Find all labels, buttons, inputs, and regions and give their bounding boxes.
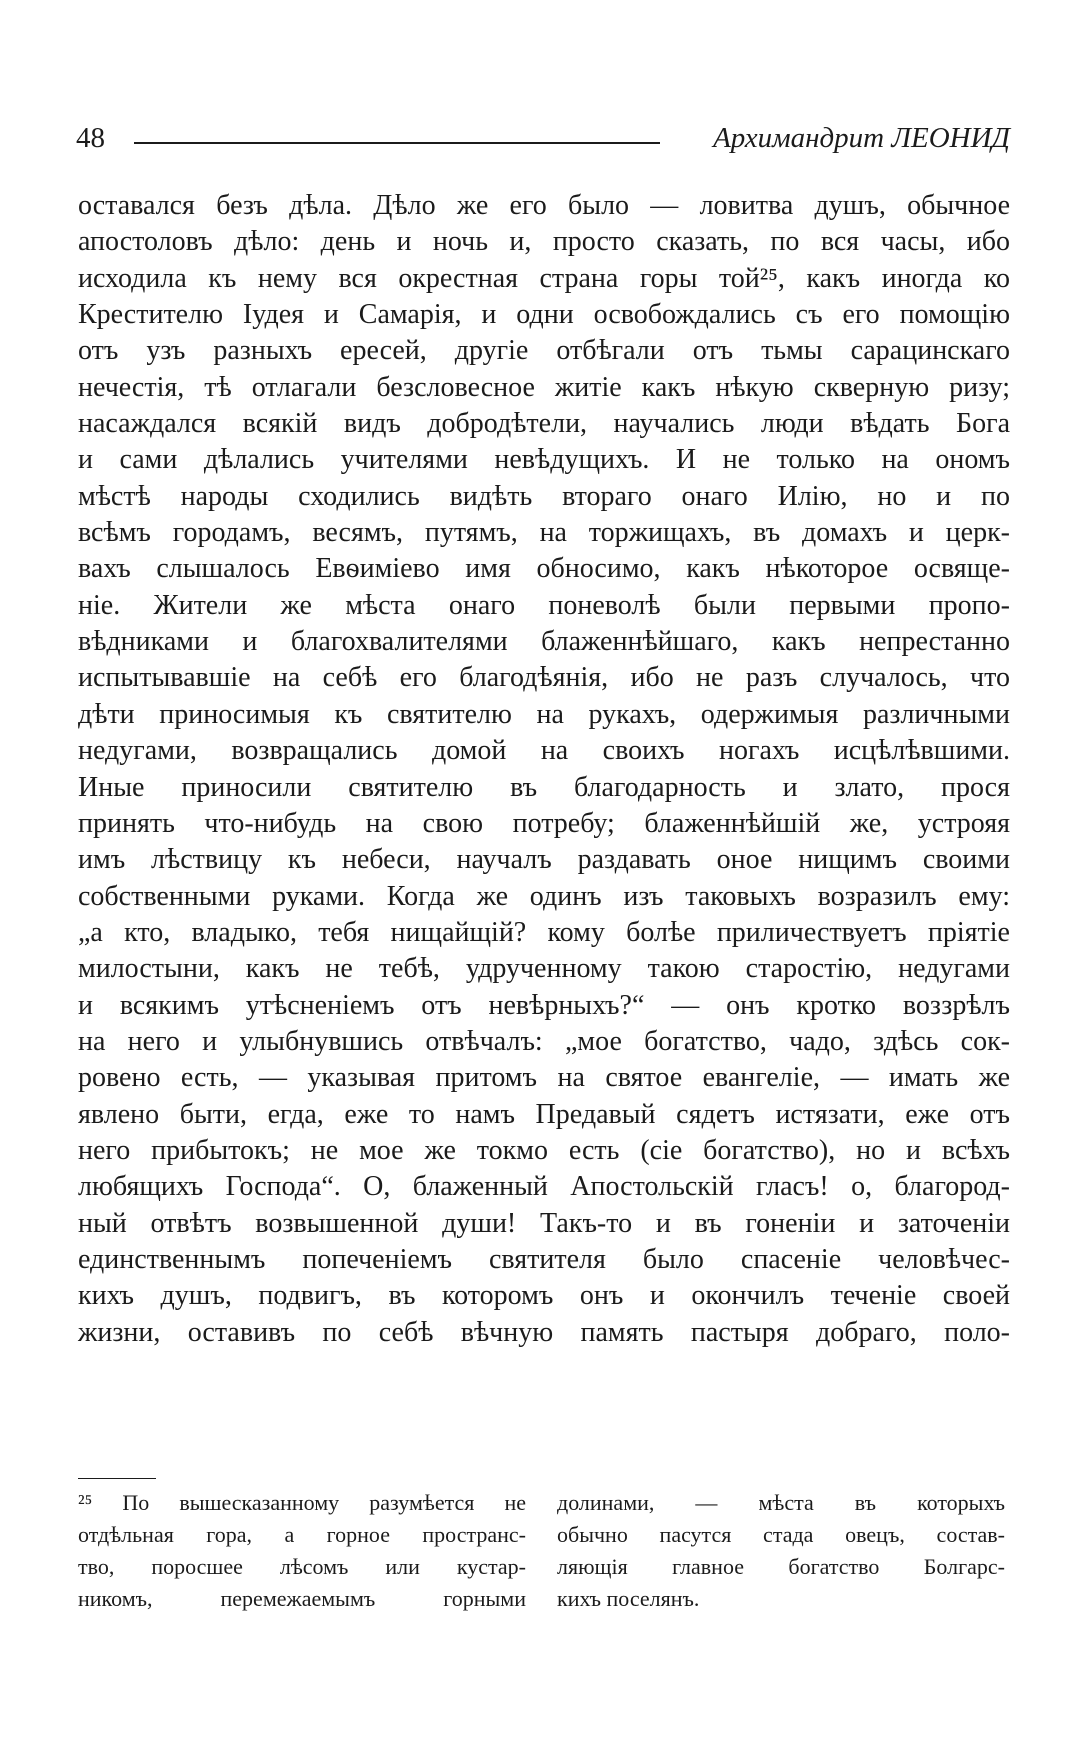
text-line: собственными руками. Когда же одинъ изъ таковыхъ возразилъ ему: [78,880,1010,912]
text-line: принять что-нибудь на свою потребу; блаженнѣйшій же, устрояя [78,807,1010,839]
text-line: Крестителю Іудея и Самарія, и одни освобождались съ его помощію [78,299,1010,331]
footnote-line: тво, поросшее лѣсомъ или кустар- [78,1554,526,1579]
footnote-line: ²⁵ По вышесказанному разумѣется не [78,1490,526,1515]
footnote-line: кихъ поселянъ. [557,1586,700,1611]
text-line: ный отвѣтъ возвышенной души! Такъ-то и въ гоненіи и заточеніи [78,1207,1010,1239]
text-line: „а кто, владыко, тебя нищайщій? кому болѣе приличествуетъ пріятіе [78,916,1010,948]
text-line: вѣдниками и благохвалителями блаженнѣйшаго, какъ непрестанно [78,626,1010,658]
text-line: и всякимъ утѣсненіемъ отъ невѣрныхъ?“ — онъ кротко воззрѣлъ [78,989,1010,1021]
text-line: нечестія, тѣ отлагали безсловесное житіе какъ нѣкую скверную ризу; [78,371,1010,403]
text-line: вахъ слышалось Евѳиміево имя обносимо, какъ нѣкоторое освяще- [78,553,1010,585]
footnote-line: никомъ, перемежаемымъ горными [78,1586,526,1611]
body-text [78,188,1010,1351]
text-line: отъ узъ разныхъ ересей, другіе отбѣгали отъ тьмы сарацинскаго [78,335,1010,367]
text-line: милостыни, какъ не тебѣ, удрученному такою старостію, недугами [78,953,1010,985]
page-header [76,118,1010,158]
text-line: дѣти приносимыя къ святителю на рукахъ, одержимыя различными [78,698,1010,730]
text-line: ніе. Жители же мѣста онаго поневолѣ были первыми пропо- [78,589,1010,621]
text-line: апостоловъ дѣло: день и ночь и, просто сказать, по вся часы, ибо [78,226,1010,258]
footnote-rule [78,1478,156,1479]
text-line: кихъ душъ, подвигъ, въ которомъ онъ и окончилъ теченіе своей [78,1280,1010,1312]
text-line: любящихъ Господа“. О, блаженный Апостольскій гласъ! о, благород- [78,1171,1010,1203]
running-head: Архимандрит ЛЕОНИД [713,122,1010,154]
footnote-line: ляющія главное богатство Болгарс- [557,1554,1005,1579]
text-line: мѣстѣ народы сходились видѣть втораго онаго Илію, но и по [78,480,1010,512]
text-line: Иные приносили святителю въ благодарность и злато, прося [78,771,1010,803]
footnote-line: отдѣльная гора, а горное пространс- [78,1522,526,1547]
page-number: 48 [76,122,105,154]
text-line: испытывавшіе на себѣ его благодѣянія, ибо не разъ случалось, что [78,662,1010,694]
text-line: имъ лѣствицу къ небеси, научалъ раздавать оное нищимъ своими [78,844,1010,876]
text-line: ровено есть, — указывая притомъ на святое евангеліе, — имать же [78,1062,1010,1094]
text-line: и сами дѣлались учителями невѣдущихъ. И не только на ономъ [78,444,1010,476]
text-line: на него и улыбнувшись отвѣчалъ: „мое богатство, чадо, здѣсь сок- [78,1025,1010,1057]
footnote-line: обычно пасутся стада овецъ, состав- [557,1522,1005,1547]
text-line: всѣмъ городамъ, весямъ, путямъ, на торжищахъ, въ домахъ и церк- [78,517,1010,549]
footnote-line: долинами, — мѣста въ которыхъ [557,1490,1005,1515]
text-line: жизни, оставивъ по себѣ вѣчную память пастыря добраго, поло- [78,1316,1010,1348]
text-line: него прибытокъ; не мое же токмо есть (сіе богатство), но и всѣхъ [78,1134,1010,1166]
text-line: исходила къ нему вся окрестная страна горы той²⁵, какъ иногда ко [78,262,1010,294]
footnote-right-column [557,1487,1005,1615]
text-line: оставался безъ дѣла. Дѣло же его было — ловитва душъ, обычное [78,190,1010,221]
text-line: насаждался всякій видъ добродѣтели, научались люди вѣдать Бога [78,408,1010,440]
text-line: недугами, возвращались домой на своихъ ногахъ исцѣлѣвшими. [78,735,1010,767]
footnote-left-column [78,1487,526,1615]
header-rule [134,142,660,144]
text-line: единственнымъ попеченіемъ святителя было спасеніе человѣчес- [78,1243,1010,1275]
text-line: явлено быти, егда, еже то намъ Предавый сядетъ истязати, еже отъ [78,1098,1010,1130]
